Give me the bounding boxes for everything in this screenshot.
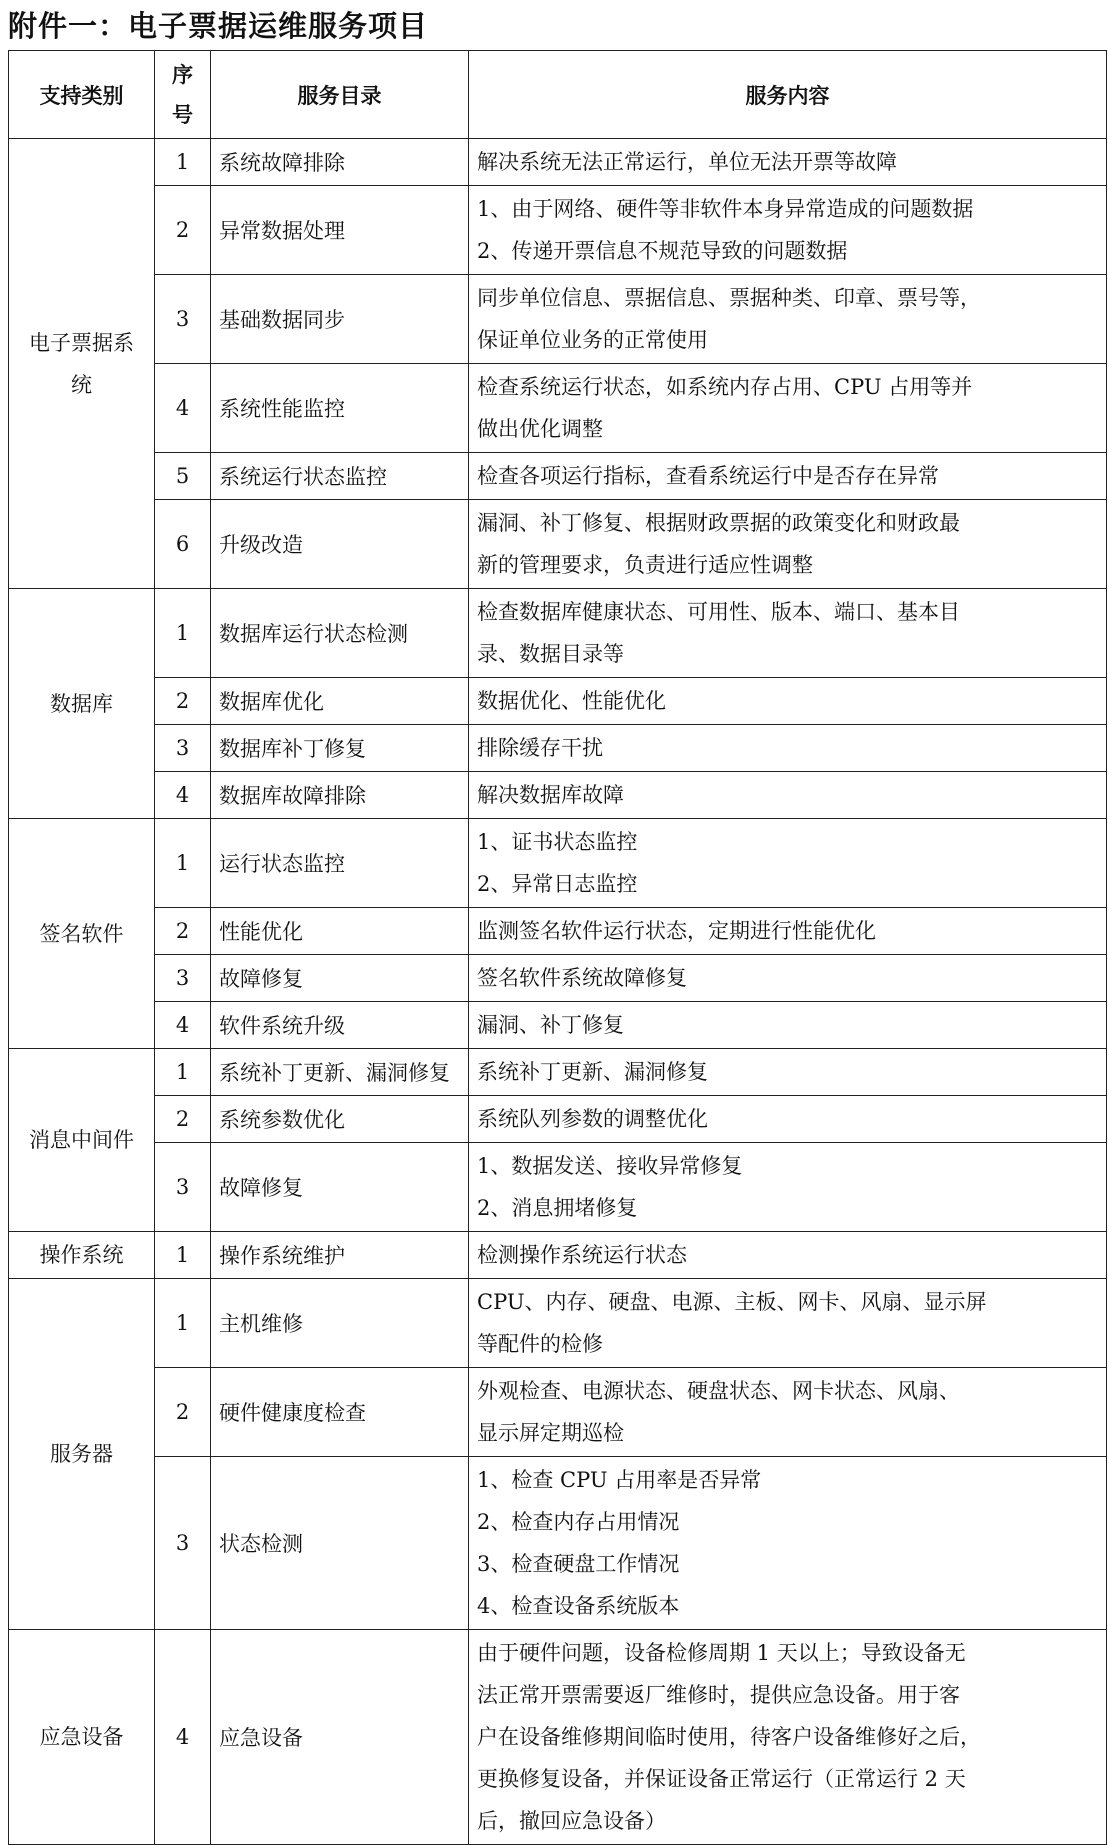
service-content-cell: [469, 589, 1107, 678]
seq-cell: 4: [155, 1002, 211, 1049]
service-content-cell: [469, 819, 1107, 908]
content-line: 等配件的检修: [477, 1332, 603, 1356]
table-header-row: [9, 51, 1107, 139]
service-content-cell: [469, 1143, 1107, 1232]
service-item-cell: 升级改造: [211, 500, 469, 589]
category-cell: 签名软件: [9, 819, 155, 1049]
category-cell: 操作系统: [9, 1232, 155, 1279]
seq-cell: 4: [155, 1630, 211, 1845]
service-content-cell: [469, 1368, 1107, 1457]
document-title: 附件一：电子票据运维服务项目: [8, 9, 429, 43]
content-line: 2、消息拥堵修复: [477, 1196, 638, 1220]
table-row: [9, 678, 1107, 725]
table-row: [9, 589, 1107, 678]
content-line: 3、检查硬盘工作情况: [477, 1552, 680, 1576]
seq-cell: 3: [155, 1457, 211, 1630]
seq-cell: 5: [155, 453, 211, 500]
seq-cell: 2: [155, 1368, 211, 1457]
seq-cell: 3: [155, 1143, 211, 1232]
content-line: 解决系统无法正常运行，单位无法开票等故障: [477, 150, 897, 174]
table-row: [9, 453, 1107, 500]
content-line: 2、异常日志监控: [477, 872, 638, 896]
service-item-cell: 主机维修: [211, 1279, 469, 1368]
content-line: 保证单位业务的正常使用: [477, 328, 708, 352]
table-row: [9, 1096, 1107, 1143]
header-item: 服务目录: [211, 51, 469, 139]
service-item-cell: 应急设备: [211, 1630, 469, 1845]
seq-cell: 4: [155, 364, 211, 453]
service-content-cell: [469, 908, 1107, 955]
seq-cell: 3: [155, 725, 211, 772]
content-line: 检查各项运行指标，查看系统运行中是否存在异常: [477, 464, 939, 488]
seq-cell: 1: [155, 1049, 211, 1096]
seq-cell: 4: [155, 772, 211, 819]
content-line: 系统补丁更新、漏洞修复: [477, 1060, 708, 1084]
table-row: [9, 275, 1107, 364]
seq-cell: 1: [155, 819, 211, 908]
service-item-cell: 硬件健康度检查: [211, 1368, 469, 1457]
content-line: 签名软件系统故障修复: [477, 966, 687, 990]
table-body: [9, 139, 1107, 1845]
content-line: 法正常开票需要返厂维修时，提供应急设备。用于客: [477, 1683, 960, 1707]
header-category: 支持类别: [9, 51, 155, 139]
table-row: [9, 1368, 1107, 1457]
service-content-cell: [469, 1630, 1107, 1845]
category-cell: 服务器: [9, 1279, 155, 1630]
service-content-cell: [469, 725, 1107, 772]
service-item-cell: 软件系统升级: [211, 1002, 469, 1049]
content-line: 1、由于网络、硬件等非软件本身异常造成的问题数据: [477, 197, 974, 221]
seq-cell: 3: [155, 275, 211, 364]
table-row: [9, 364, 1107, 453]
seq-cell: 2: [155, 186, 211, 275]
table-row: [9, 772, 1107, 819]
category-cell: 数据库: [9, 589, 155, 819]
service-item-cell: 基础数据同步: [211, 275, 469, 364]
header-seq: [155, 51, 211, 139]
service-table: [8, 50, 1107, 1845]
seq-cell: 6: [155, 500, 211, 589]
table-row: [9, 1002, 1107, 1049]
seq-cell: 2: [155, 908, 211, 955]
table-row: [9, 908, 1107, 955]
service-content-cell: [469, 500, 1107, 589]
service-item-cell: 故障修复: [211, 1143, 469, 1232]
service-item-cell: 操作系统维护: [211, 1232, 469, 1279]
content-line: 1、数据发送、接收异常修复: [477, 1154, 743, 1178]
table-row: [9, 1232, 1107, 1279]
service-content-cell: [469, 275, 1107, 364]
header-seq-line2: 号: [172, 102, 193, 127]
content-line: 检查数据库健康状态、可用性、版本、端口、基本目: [477, 600, 960, 624]
service-item-cell: 系统参数优化: [211, 1096, 469, 1143]
seq-cell: 1: [155, 1279, 211, 1368]
service-content-cell: [469, 1457, 1107, 1630]
seq-cell: 1: [155, 589, 211, 678]
content-line: CPU、内存、硬盘、电源、主板、网卡、风扇、显示屏: [477, 1290, 987, 1314]
table-row: [9, 1457, 1107, 1630]
category-cell: 应急设备: [9, 1630, 155, 1845]
service-item-cell: 性能优化: [211, 908, 469, 955]
content-line: 漏洞、补丁修复、根据财政票据的政策变化和财政最: [477, 511, 960, 535]
service-item-cell: 系统补丁更新、漏洞修复: [211, 1049, 469, 1096]
service-item-cell: 系统运行状态监控: [211, 453, 469, 500]
service-content-cell: [469, 1232, 1107, 1279]
table-row: [9, 186, 1107, 275]
table-row: [9, 1143, 1107, 1232]
service-content-cell: [469, 139, 1107, 186]
service-content-cell: [469, 955, 1107, 1002]
seq-cell: 2: [155, 678, 211, 725]
service-content-cell: [469, 453, 1107, 500]
content-line: 数据优化、性能优化: [477, 689, 666, 713]
content-line: 监测签名软件运行状态，定期进行性能优化: [477, 919, 876, 943]
content-line: 显示屏定期巡检: [477, 1421, 624, 1445]
content-line: 录、数据目录等: [477, 642, 624, 666]
table-row: [9, 1049, 1107, 1096]
seq-cell: 2: [155, 1096, 211, 1143]
service-item-cell: 状态检测: [211, 1457, 469, 1630]
content-line: 更换修复设备，并保证设备正常运行（正常运行 2 天: [477, 1767, 966, 1791]
content-line: 后，撤回应急设备）: [477, 1809, 666, 1833]
content-line: 外观检查、电源状态、硬盘状态、网卡状态、风扇、: [477, 1379, 960, 1403]
category-cell: 消息中间件: [9, 1049, 155, 1232]
content-line: 1、证书状态监控: [477, 830, 638, 854]
service-content-cell: [469, 1002, 1107, 1049]
content-line: 由于硬件问题，设备检修周期 1 天以上；导致设备无: [477, 1641, 966, 1665]
content-line: 漏洞、补丁修复: [477, 1013, 624, 1037]
content-line: 系统队列参数的调整优化: [477, 1107, 708, 1131]
service-item-cell: 系统故障排除: [211, 139, 469, 186]
content-line: 检查系统运行状态，如系统内存占用、CPU 占用等并: [477, 375, 973, 399]
service-content-cell: [469, 772, 1107, 819]
service-item-cell: 数据库补丁修复: [211, 725, 469, 772]
content-line: 2、检查内存占用情况: [477, 1510, 680, 1534]
service-content-cell: [469, 186, 1107, 275]
content-line: 2、传递开票信息不规范导致的问题数据: [477, 239, 848, 263]
table-row: [9, 1279, 1107, 1368]
service-item-cell: 系统性能监控: [211, 364, 469, 453]
table-row: [9, 955, 1107, 1002]
header-content: 服务内容: [469, 51, 1107, 139]
service-item-cell: 运行状态监控: [211, 819, 469, 908]
content-line: 排除缓存干扰: [477, 736, 603, 760]
table-row: [9, 500, 1107, 589]
table-row: [9, 139, 1107, 186]
content-line: 同步单位信息、票据信息、票据种类、印章、票号等，: [477, 286, 981, 310]
content-line: 户在设备维修期间临时使用，待客户设备维修好之后，: [477, 1725, 981, 1749]
table-row: [9, 1630, 1107, 1845]
content-line: 解决数据库故障: [477, 783, 624, 807]
content-line: 新的管理要求，负责进行适应性调整: [477, 553, 813, 577]
table-row: [9, 725, 1107, 772]
service-content-cell: [469, 1279, 1107, 1368]
content-line: 1、检查 CPU 占用率是否异常: [477, 1468, 762, 1492]
seq-cell: 3: [155, 955, 211, 1002]
content-line: 检测操作系统运行状态: [477, 1243, 687, 1267]
table-row: [9, 819, 1107, 908]
service-content-cell: [469, 678, 1107, 725]
service-item-cell: 数据库故障排除: [211, 772, 469, 819]
content-line: 做出优化调整: [477, 417, 603, 441]
service-item-cell: 故障修复: [211, 955, 469, 1002]
service-item-cell: 异常数据处理: [211, 186, 469, 275]
category-cell: 电子票据系 统: [9, 139, 155, 589]
service-content-cell: [469, 364, 1107, 453]
seq-cell: 1: [155, 1232, 211, 1279]
service-content-cell: [469, 1049, 1107, 1096]
seq-cell: 1: [155, 139, 211, 186]
content-line: 4、检查设备系统版本: [477, 1594, 680, 1618]
service-item-cell: 数据库优化: [211, 678, 469, 725]
service-content-cell: [469, 1096, 1107, 1143]
header-seq-line1: 序: [172, 62, 193, 87]
service-item-cell: 数据库运行状态检测: [211, 589, 469, 678]
